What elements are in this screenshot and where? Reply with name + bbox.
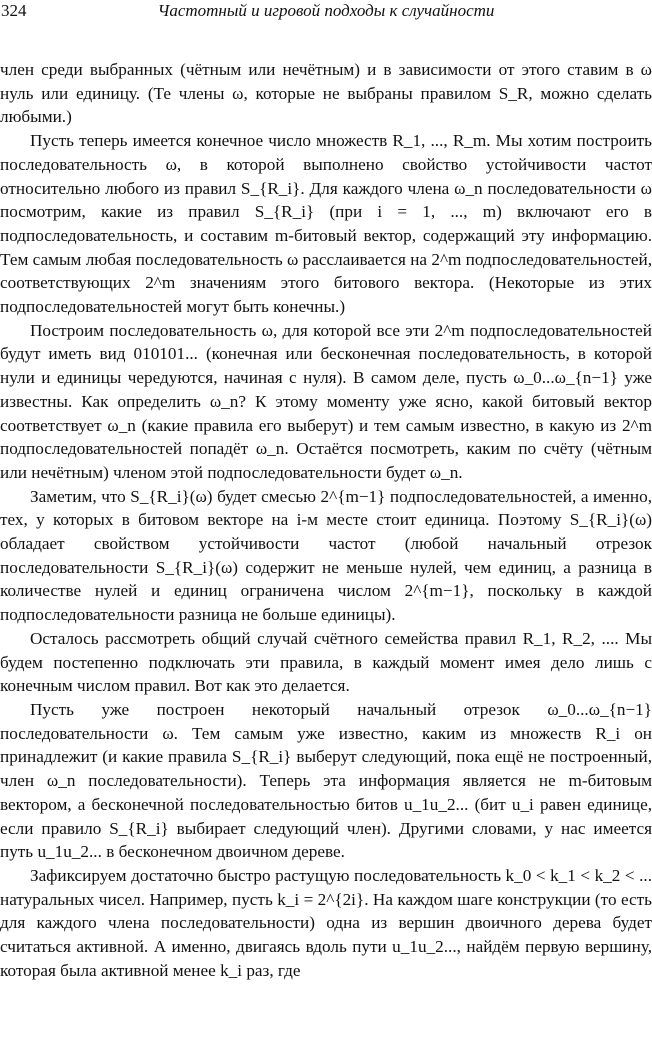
- paragraph-7: Зафиксируем достаточно быстро растущую последовательность k_0 < k_1 < k_2 < ... натуральных чисел. Например, пусть k_i = 2^{2i}. На каждом шаге конструкции (то есть для каждого члена последовательности) одна из вершин двоичного дерева будет считаться активной. А именно, двигаясь вдоль пути u_1u_2..., найдём первую вершину, которая была активной менее k_i раз, где: [0, 865, 652, 980]
- paragraph-4: Заметим, что S_{R_i}(ω) будет смесью 2^{m−1} подпоследовательностей, а именно, тех, у которых в битовом векторе на i-м месте стоит единица. Поэтому S_{R_i}(ω) обладает свойством устойчивости частот (любой начальный отрезок последовательности S_{R_i}(ω) содержит не меньше нулей, чем единиц, а разница в количестве нулей и единиц ограничена числом 2^{m−1}, поскольку в каждой подпоследовательности разница не больше единицы).: [0, 486, 652, 625]
- paragraph-3: Построим последовательность ω, для которой все эти 2^m подпоследовательностей будут иметь вид 010101... (конечная или бесконечная последовательность, в которой нули и единицы чередуются, начиная с нуля). В самом деле, пусть ω_0...ω_{n−1} уже известны. Как определить ω_n? К этому моменту уже ясно, какой битовый вектор соответствует ω_n (какие правила его выберут) и тем самым известно, в какую из 2^m подпоследовательностей попадёт ω_n. Остаётся посмотреть, каким по счёту (чётным или нечётным) членом этой подпоследовательности будет ω_n.: [0, 320, 652, 482]
- paragraph-2: Пусть теперь имеется конечное число множеств R_1, ..., R_m. Мы хотим построить последовательность ω, в которой выполнено свойство устойчивости частот относительно любого из правил S_{R_i}. Для каждого члена ω_n последовательности ω посмотрим, какие из правил S_{R_i} (при i = 1, ..., m) включают его в подпоследовательность, и составим m-битовый вектор, содержащий эту информацию. Тем самым любая последовательность ω расслаивается на 2^m подпоследовательностей, соответствующих 2^m значениям этого битового вектора. (Некоторые из этих подпоследовательностей могут быть конечны.): [0, 131, 652, 317]
- page-header: [0, 0, 652, 22]
- body-text: [0, 58, 652, 982]
- paragraph-6: Пусть уже построен некоторый начальный отрезок ω_0...ω_{n−1} последовательности ω. Тем самым уже известно, каким из множеств R_i он принадлежит (и какие правила S_{R_i} выберут следующий, пока ещё не построенный, член ω_n последовательности). Теперь эта информация является не m-битовым вектором, а бесконечной последовательностью битов u_1u_2... (бит u_i равен единице, если правило S_{R_i} выбирает следующий член). Другими словами, у нас имеется путь u_1u_2... в бесконечном двоичном дереве.: [0, 699, 652, 862]
- running-title: Частотный и игровой подходы к случайности: [157, 1, 495, 20]
- page-number: 324: [1, 1, 27, 20]
- paragraph-5: Осталось рассмотреть общий случай счётного семейства правил R_1, R_2, .... Мы будем постепенно подключать эти правила, в каждый момент имея дело лишь с конечным числом правил. Вот как это делается.: [0, 628, 652, 696]
- paragraph-1: член среди выбранных (чётным или нечётным) и в зависимости от этого ставим в ω нуль или единицу. (Те члены ω, которые не выбраны правилом S_R, можно сделать любыми.): [0, 60, 652, 127]
